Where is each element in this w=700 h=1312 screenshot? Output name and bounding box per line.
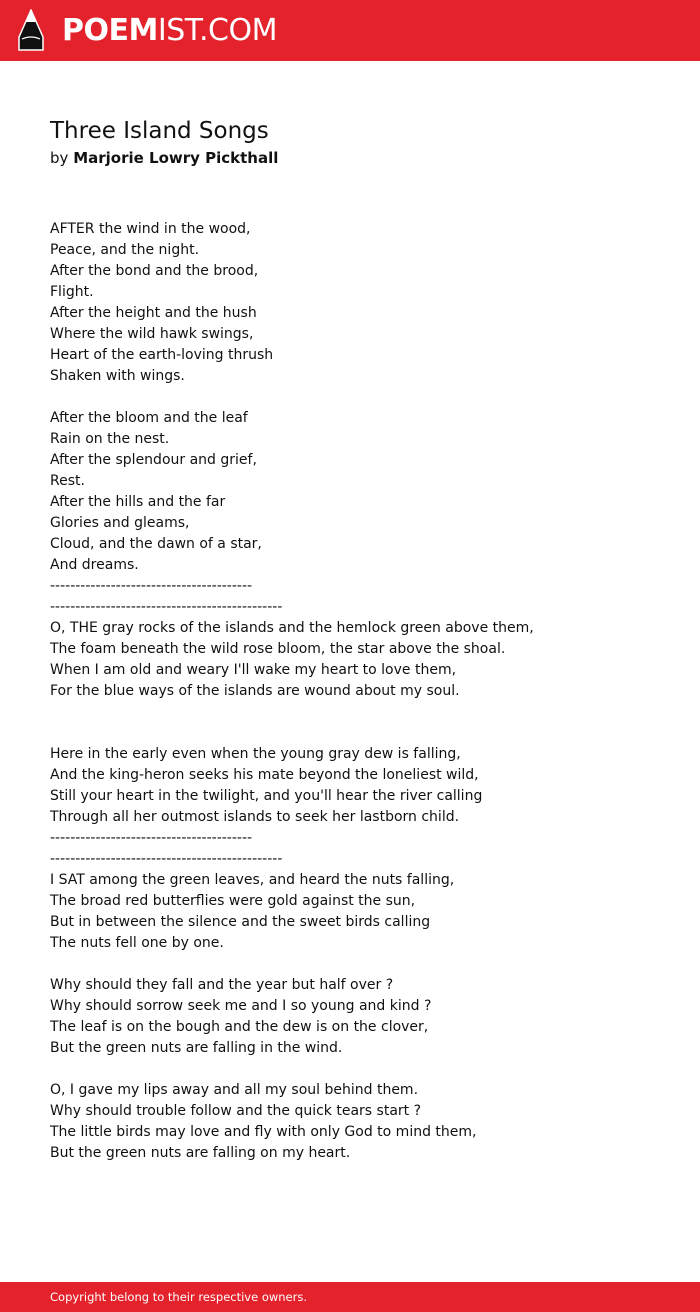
poem-line: After the bond and the brood, — [50, 263, 259, 279]
logo-text-strong: POEM — [62, 13, 158, 48]
poem-line: The nuts fell one by one. — [50, 935, 224, 951]
poem-line: After the bloom and the leaf — [50, 410, 248, 426]
poem-line: Why should they fall and the year but half over ? — [50, 977, 394, 993]
poem-line: ---------------------------------------- — [50, 830, 253, 846]
poem-line: After the splendour and grief, — [50, 452, 257, 468]
poem-line: Rest. — [50, 473, 85, 489]
poem-line: Cloud, and the dawn of a star, — [50, 536, 262, 552]
poem-line: Rain on the nest. — [50, 431, 170, 447]
poem-line: But in between the silence and the sweet birds calling — [50, 914, 431, 930]
site-logo[interactable] — [62, 13, 277, 49]
stanza-break — [50, 954, 660, 975]
poem-line: I SAT among the green leaves, and heard the nuts falling, — [50, 872, 455, 888]
poem-line: Peace, and the night. — [50, 242, 200, 258]
stanza-break — [50, 387, 660, 408]
copyright-text: Copyright belong to their respective owners. — [50, 1290, 308, 1304]
poem-title: Three Island Songs — [50, 118, 269, 144]
byline — [50, 148, 278, 169]
stanza-break — [50, 1059, 660, 1080]
poem-line: And the king-heron seeks his mate beyond the loneliest wild, — [50, 767, 479, 783]
poem-line: Shaken with wings. — [50, 368, 185, 384]
stanza-break — [50, 723, 660, 744]
poem-line: The broad red butterflies were gold against the sun, — [50, 893, 416, 909]
poem-line: Where the wild hawk swings, — [50, 326, 254, 342]
poem-line: Flight. — [50, 284, 94, 300]
site-footer — [0, 1282, 700, 1312]
poem-line: AFTER the wind in the wood, — [50, 221, 251, 237]
author-name: Marjorie Lowry Pickthall — [73, 149, 279, 167]
poem-line: Why should sorrow seek me and I so young and kind ? — [50, 998, 432, 1014]
poem-line: ---------------------------------------------- — [50, 851, 283, 867]
poem-line: When I am old and weary I'll wake my heart to love them, — [50, 662, 457, 678]
poem-line: And dreams. — [50, 557, 139, 573]
poem-line: Why should trouble follow and the quick tears start ? — [50, 1103, 422, 1119]
site-header — [0, 0, 700, 61]
poem-body — [50, 219, 660, 1164]
logo-text-light: IST.COM — [157, 13, 277, 48]
poem-line: ---------------------------------------------- — [50, 599, 283, 615]
poem-line: O, THE gray rocks of the islands and the hemlock green above them, — [50, 620, 534, 636]
pencil-logo-icon[interactable] — [18, 9, 44, 51]
by-label: by — [50, 149, 69, 167]
poem-line: Through all her outmost islands to seek her lastborn child. — [50, 809, 460, 825]
poem-line: But the green nuts are falling on my heart. — [50, 1145, 351, 1161]
poem-line: Here in the early even when the young gray dew is falling, — [50, 746, 461, 762]
poem-line: After the height and the hush — [50, 305, 257, 321]
poem-line: After the hills and the far — [50, 494, 226, 510]
poem-line: For the blue ways of the islands are wound about my soul. — [50, 683, 460, 699]
poem-line: The foam beneath the wild rose bloom, the star above the shoal. — [50, 641, 506, 657]
poem-line: O, I gave my lips away and all my soul behind them. — [50, 1082, 419, 1098]
poem-line: Glories and gleams, — [50, 515, 190, 531]
poem-line: Heart of the earth-loving thrush — [50, 347, 274, 363]
poem-line: ---------------------------------------- — [50, 578, 253, 594]
poem-line: The little birds may love and fly with only God to mind them, — [50, 1124, 477, 1140]
poem-line: The leaf is on the bough and the dew is on the clover, — [50, 1019, 429, 1035]
poem-line: But the green nuts are falling in the wind. — [50, 1040, 343, 1056]
stanza-break — [50, 702, 660, 723]
poem-line: Still your heart in the twilight, and you'll hear the river calling — [50, 788, 483, 804]
